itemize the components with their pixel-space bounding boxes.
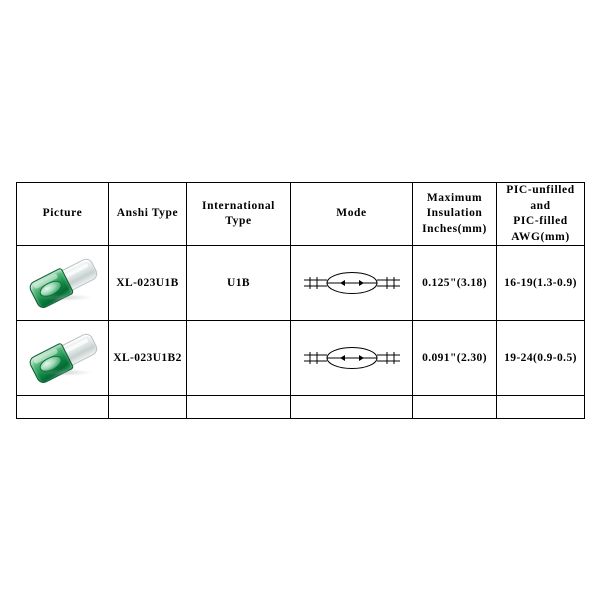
column-header-mode: [291, 183, 413, 246]
connector-cross-section-icon: [298, 266, 406, 300]
column-header-awg-line-3: AWG(mm): [511, 230, 570, 243]
cell-awg: 16-19(1.3-0.9): [497, 246, 585, 321]
cell-footer-maximum-insulation: [413, 396, 497, 419]
cell-footer-international-type: [187, 396, 291, 419]
column-header-maximum-insulation-line-3: Inches(mm): [422, 222, 487, 235]
column-header-picture: [17, 183, 109, 246]
column-header-mode-line-1: Mode: [336, 207, 367, 220]
table-footer-row: [17, 396, 585, 419]
connector-shadow: [34, 369, 92, 376]
cell-international-type: [187, 321, 291, 396]
cell-mode: [291, 321, 413, 396]
column-header-picture-line-1: Picture: [42, 207, 83, 220]
table-header-row: [17, 183, 585, 246]
cell-mode: [291, 246, 413, 321]
connector-photo-icon: [26, 257, 100, 309]
column-header-awg: [497, 183, 585, 246]
column-header-awg-line-2: PIC-filled: [513, 215, 568, 228]
table-row: [17, 246, 585, 321]
cell-anshi-type: XL-023U1B2: [109, 321, 187, 396]
cell-awg: 19-24(0.9-0.5): [497, 321, 585, 396]
connector-cross-section-icon: [298, 341, 406, 375]
cell-international-type: U1B: [187, 246, 291, 321]
cell-anshi-type: XL-023U1B: [109, 246, 187, 321]
column-header-international-type-line-1: International: [202, 199, 275, 212]
cell-footer-picture: [17, 396, 109, 419]
connector-photo-icon: [26, 332, 100, 384]
column-header-international-type-line-2: Type: [225, 215, 252, 228]
cell-footer-mode: [291, 396, 413, 419]
column-header-anshi-type: [109, 183, 187, 246]
connector-shadow: [34, 294, 92, 301]
table-header: [17, 183, 585, 246]
column-header-international-type: [187, 183, 291, 246]
cell-maximum-insulation: 0.091"(2.30): [413, 321, 497, 396]
column-header-maximum-insulation-line-2: Insulation: [426, 207, 483, 220]
column-header-maximum-insulation: [413, 183, 497, 246]
column-header-anshi-type-line-1: Anshi Type: [116, 207, 179, 220]
cell-maximum-insulation: 0.125"(3.18): [413, 246, 497, 321]
cell-picture: [17, 246, 109, 321]
connector-body: [26, 254, 98, 311]
table-body: [17, 246, 585, 419]
table-row: [17, 321, 585, 396]
cell-picture: [17, 321, 109, 396]
column-header-maximum-insulation-line-1: Maximum: [426, 191, 483, 204]
connector-body: [26, 329, 98, 386]
connector-specification-table: [16, 182, 585, 419]
cell-footer-anshi-type: [109, 396, 187, 419]
column-header-awg-line-1: PIC-unfilled and: [506, 184, 575, 212]
cell-footer-awg: [497, 396, 585, 419]
